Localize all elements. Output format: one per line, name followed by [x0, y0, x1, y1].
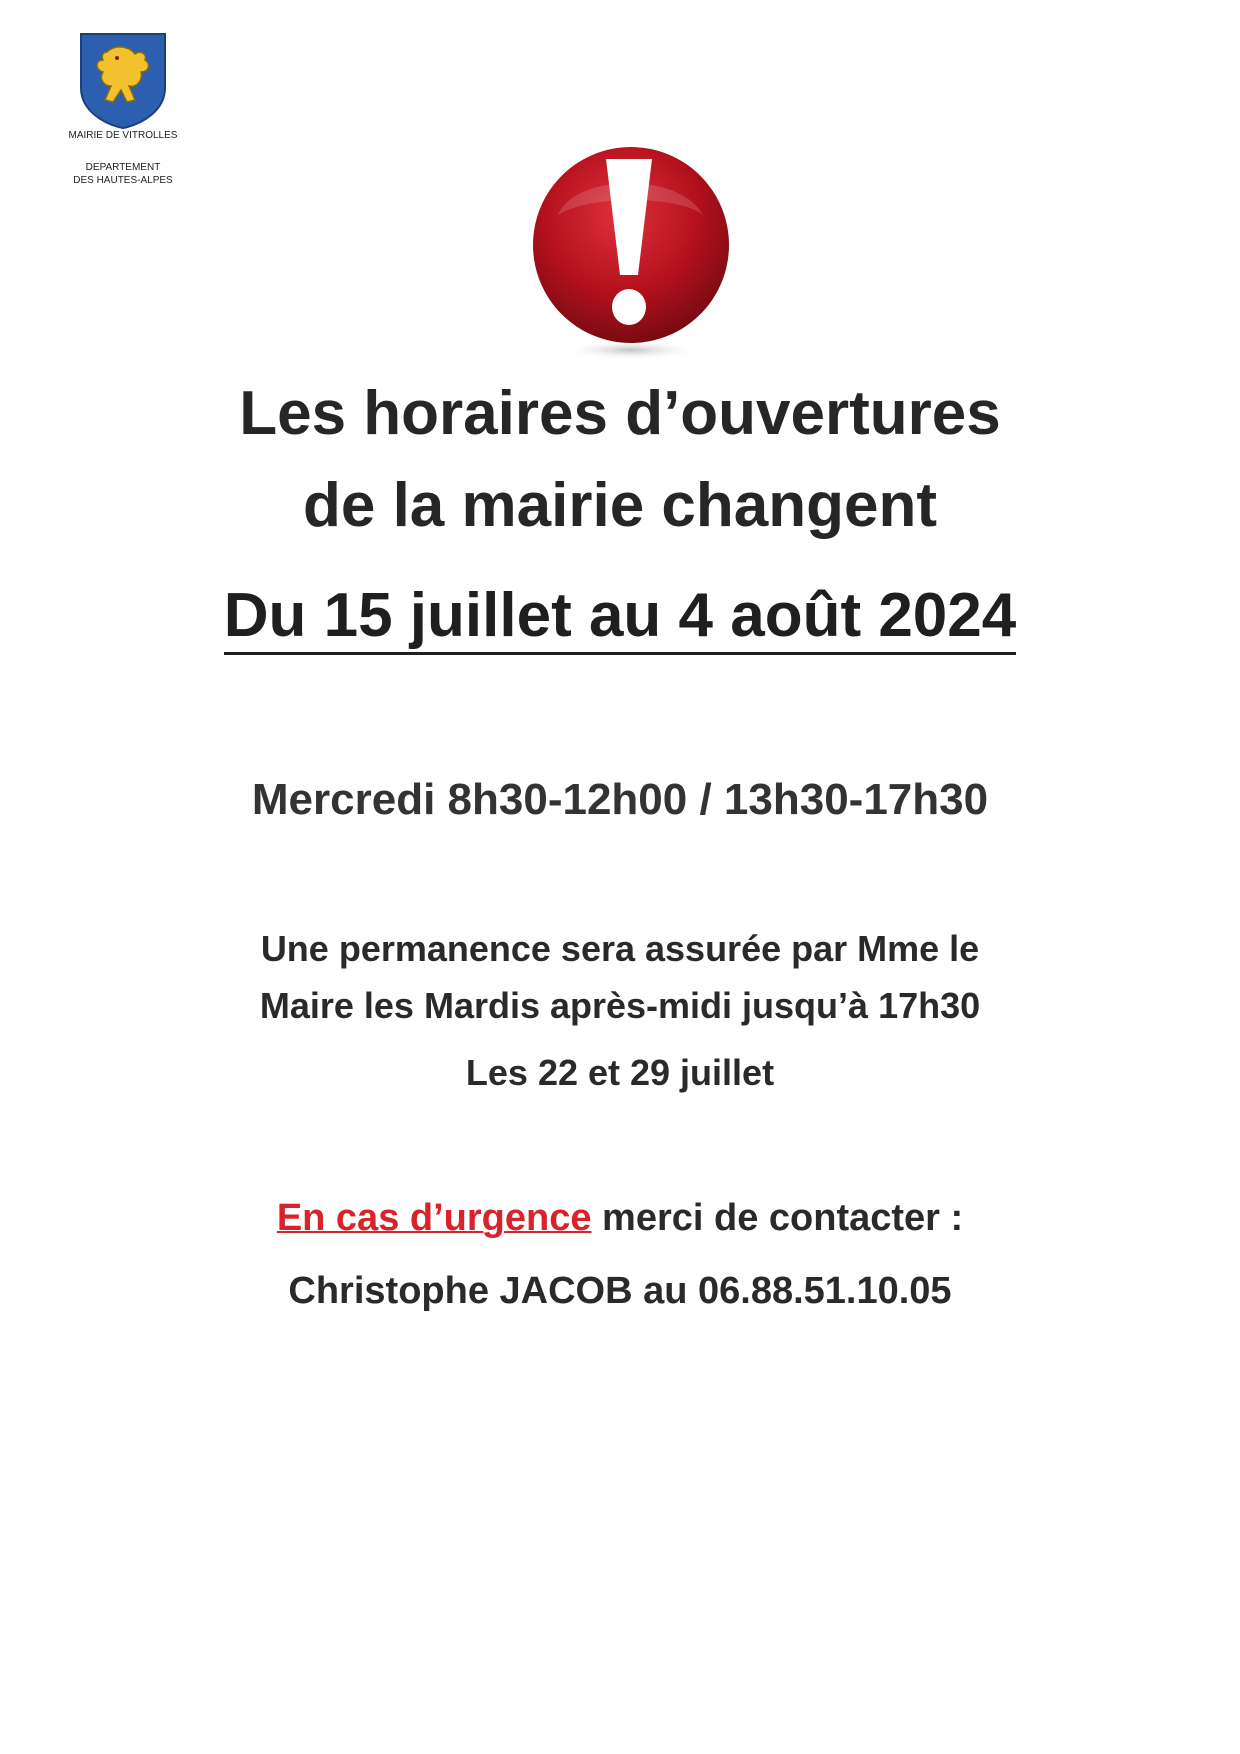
title-line-2: de la mairie changent	[303, 471, 937, 540]
department-label-line-1: DEPARTEMENT	[85, 162, 161, 173]
emergency-highlight: En cas d’urgence	[276, 1197, 592, 1239]
emergency-notice	[0, 1197, 1240, 1240]
emergency-contact: Christophe JACOB au 06.88.51.10.05	[288, 1270, 952, 1312]
date-range	[0, 580, 1240, 651]
permanence-line-2: Maire les Mardis après-midi jusqu’à 17h30	[259, 985, 981, 1026]
emergency-instruction: merci de contacter :	[591, 1197, 964, 1239]
department-label-line-2: DES HAUTES-ALPES	[73, 175, 173, 186]
coat-of-arms-icon	[77, 30, 169, 130]
mayor-office-label: MAIRIE DE VITROLLES	[68, 130, 178, 141]
permanence-line-1: Une permanence sera assurée par Mme le	[260, 928, 980, 969]
exclamation-alert-icon	[528, 145, 734, 360]
title-line-1: Les horaires d’ouvertures	[239, 379, 1001, 448]
date-range-text: Du 15 juillet au 4 août 2024	[224, 581, 1017, 655]
permanence-dates: Les 22 et 29 juillet	[465, 1052, 775, 1093]
opening-hours: Mercredi 8h30-12h00 / 13h30-17h30	[251, 775, 989, 824]
